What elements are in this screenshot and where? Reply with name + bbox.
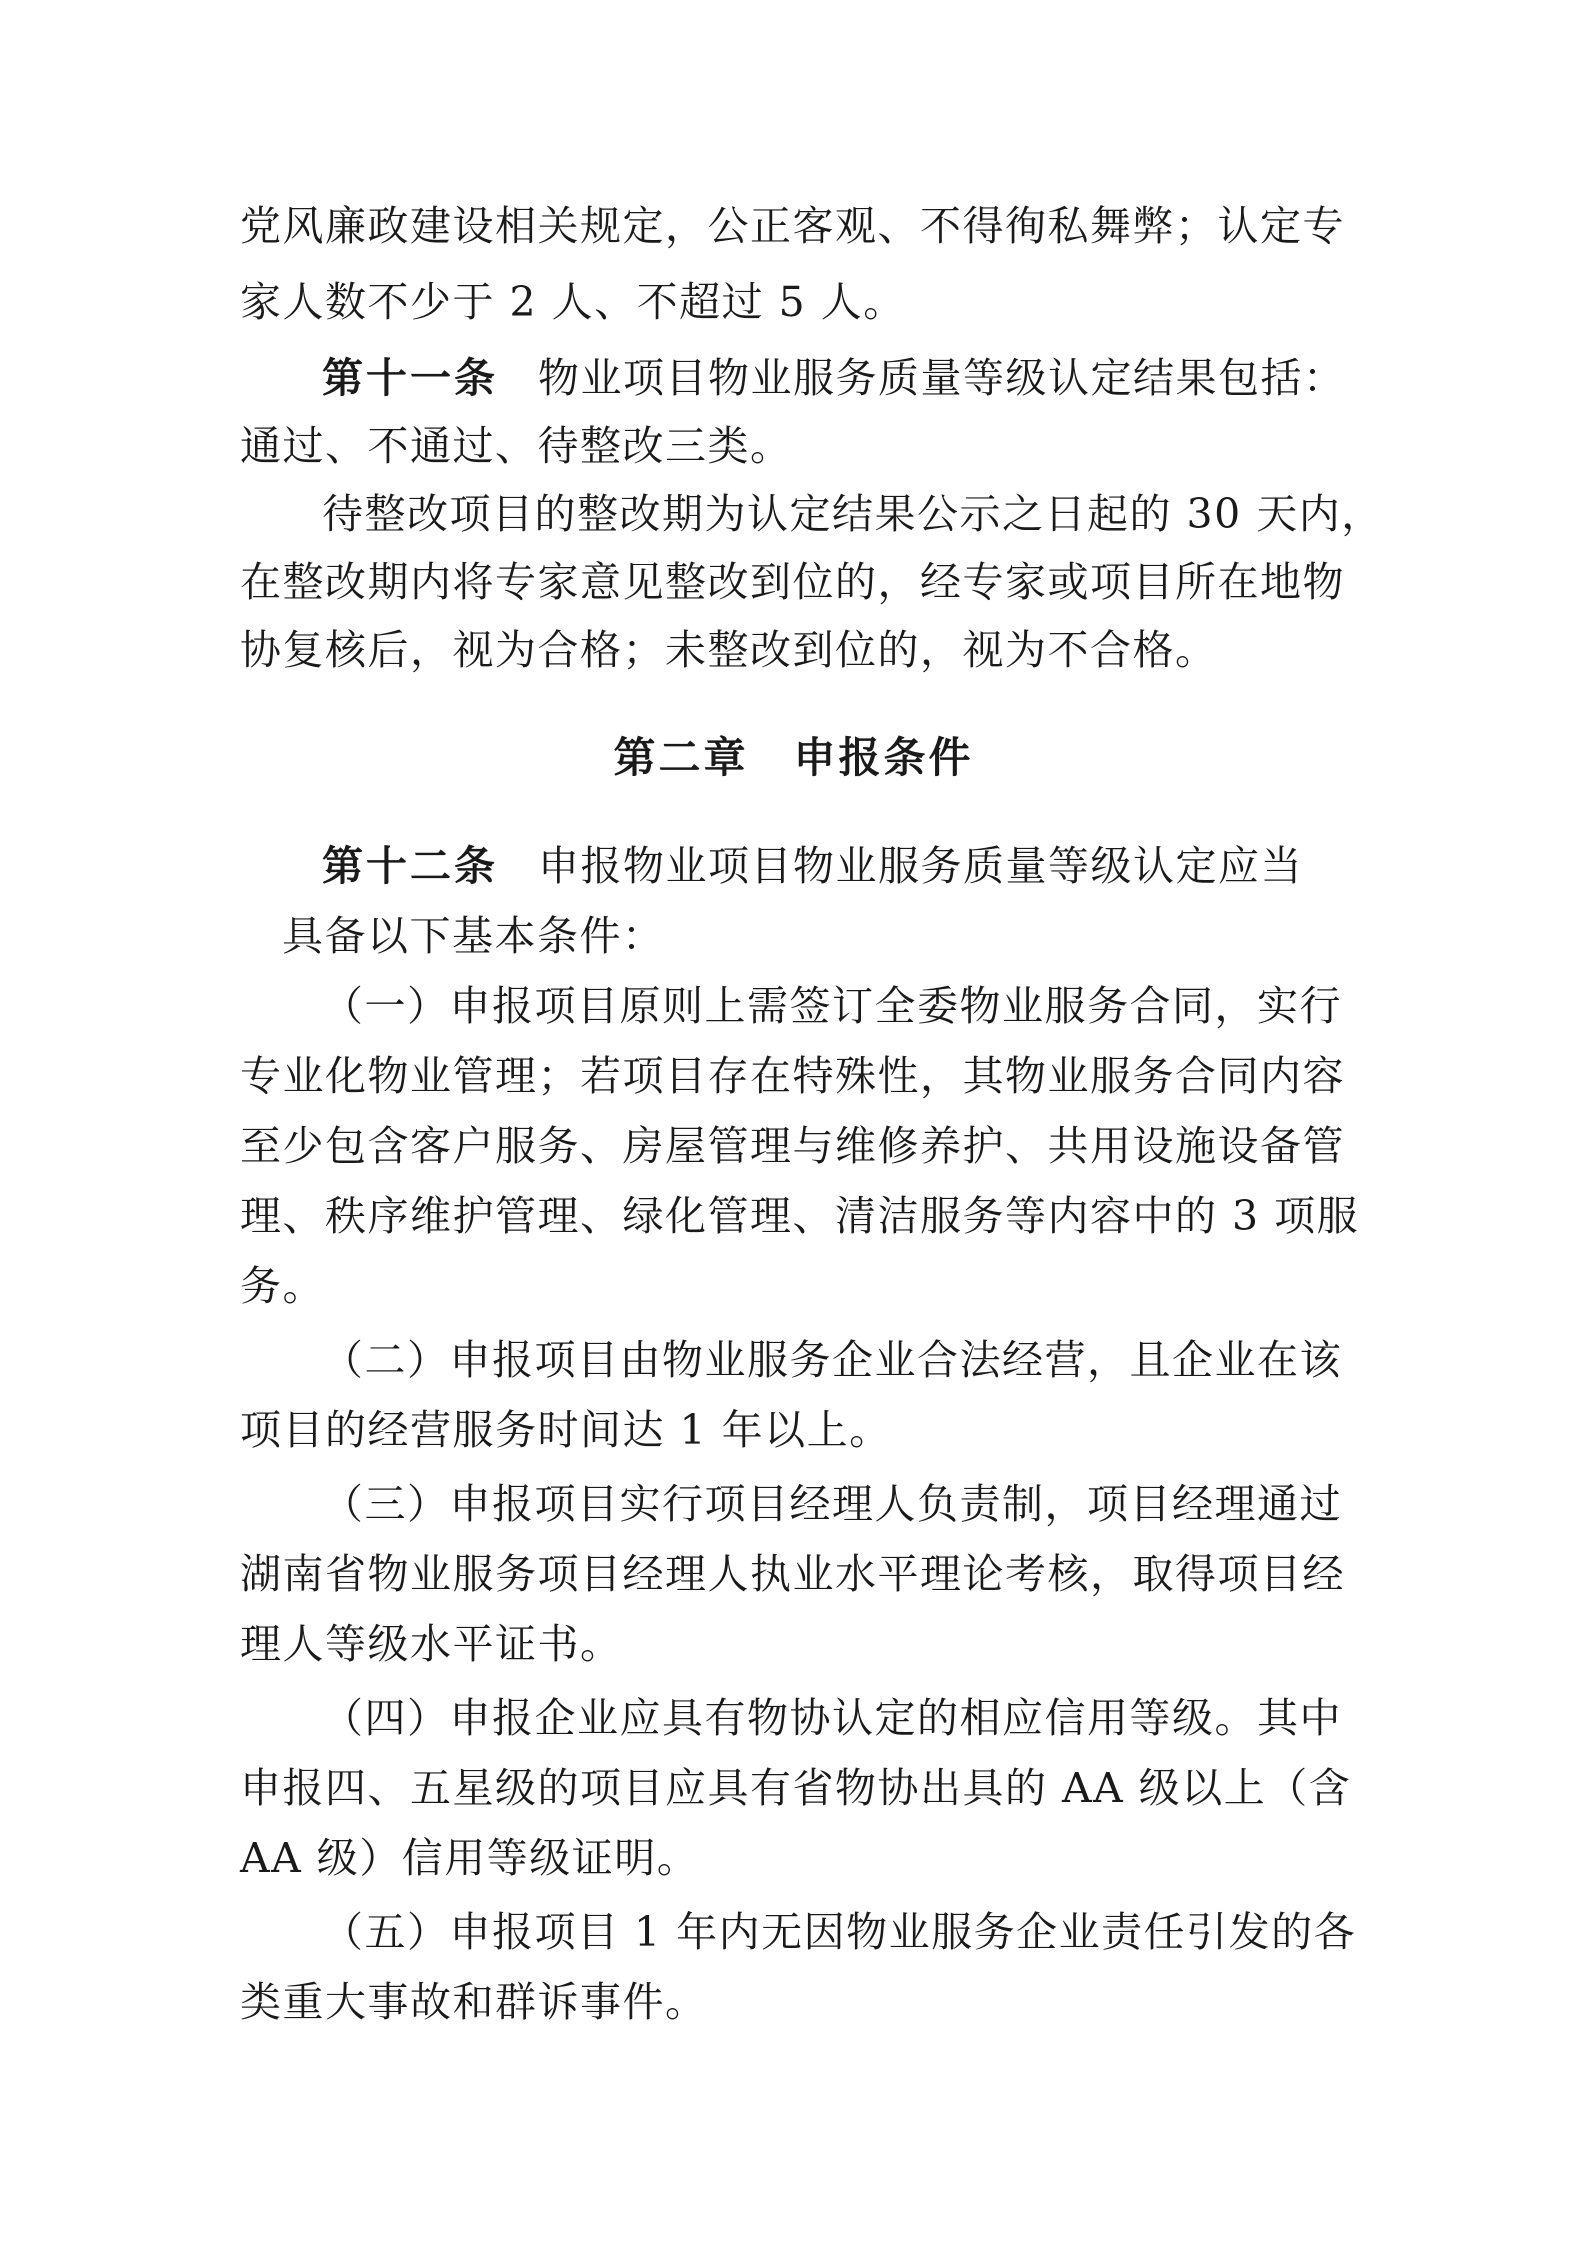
chapter-title: 第二章 申报条件 [613,733,974,782]
paragraph-line: （五）申报项目 1 年内无因物业服务企业责任引发的各 [322,1908,1357,1956]
article-12 [322,836,1303,896]
paragraph-line: （四）申报企业应具有物协认定的相应信用等级。其中 [322,1694,1342,1742]
paragraph-line: 在整改期内将专家意见整改到位的，经专家或项目所在地物 [240,558,1345,606]
paragraph-line: 通过、不通过、待整改三类。 [240,422,793,470]
paragraph-line: 专业化物业管理；若项目存在特殊性，其物业服务合同内容 [240,1052,1345,1100]
article-11 [322,348,1346,408]
paragraph-line: 家人数不少于 2 人、不超过 5 人。 [240,278,906,326]
paragraph-line: （三）申报项目实行项目经理人负责制，项目经理通过 [322,1480,1342,1528]
paragraph-line: （二）申报项目由物业服务企业合法经营，且企业在该 [322,1336,1342,1384]
article-label: 第十一条 [322,354,498,402]
paragraph-line: 理人等级水平证书。 [240,1620,623,1668]
paragraph-line: 类重大事故和群诉事件。 [240,1978,708,2026]
article-text: 申报物业项目物业服务质量等级认定应当 [538,842,1303,890]
paragraph-line: 待整改项目的整改期为认定结果公示之日起的 30 天内， [322,490,1384,538]
paragraph-line: 理、秩序维护管理、绿化管理、清洁服务等内容中的 3 项服 [240,1192,1360,1240]
paragraph-line: 具备以下基本条件： [282,912,665,960]
paragraph-line: 申报四、五星级的项目应具有省物协出具的 AA 级以上（含 [240,1764,1352,1812]
paragraph-line: 协复核后，视为合格；未整改到位的，视为不合格。 [240,626,1218,674]
paragraph-line: AA 级）信用等级证明。 [240,1834,700,1882]
paragraph-line: 项目的经营服务时间达 1 年以上。 [240,1406,892,1454]
paragraph-line: 至少包含客户服务、房屋管理与维修养护、共用设施设备管 [240,1122,1345,1170]
article-label: 第十二条 [322,842,498,890]
paragraph-line: （一）申报项目原则上需签订全委物业服务合同，实行 [322,982,1342,1030]
article-text: 物业项目物业服务质量等级认定结果包括： [538,354,1346,402]
paragraph-line: 湖南省物业服务项目经理人执业水平理论考核，取得项目经 [240,1550,1345,1598]
paragraph-line: 党风廉政建设相关规定，公正客观、不得徇私舞弊；认定专 [240,202,1345,250]
paragraph-line: 务。 [240,1262,325,1310]
